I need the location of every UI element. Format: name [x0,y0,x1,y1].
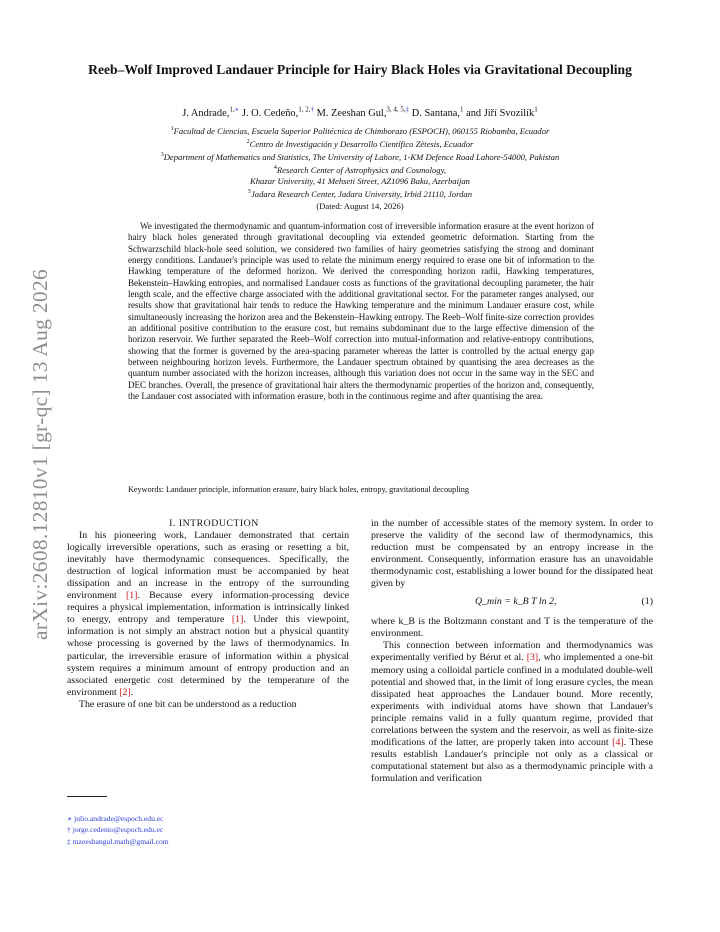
footnotes [67,813,169,847]
citation-2[interactable]: [2] [119,686,131,698]
equation-explanation: where k_B is the Boltzmann constant and T is the temperature of the environment. [371,616,653,640]
author-1: J. Andrade,$^{1,∗}$ [182,106,240,120]
footnote-3: ‡ mzeeshangul.math@gmail.com [67,836,169,846]
dated-line: (Dated: August 14, 2026) [316,200,404,211]
left-column [67,518,349,711]
footnote-divider [67,796,107,797]
affiliation-1: $^1$Facultad de Ciencias, Escuela Superior Politécnica de Chimborazo (ESPOCH), 060155 Riobamba, Ecuador [170,125,550,136]
equation-number: (1) [641,596,653,608]
author-3: M. Zeeshan Gul,$^{3, 4, 5,\ddagger}$ [316,106,410,120]
author-5: and Jiří Svozilík$^1$ [466,106,538,120]
section-heading-introduction: I. INTRODUCTION [169,518,259,529]
citation-1[interactable]: [1] [125,590,138,602]
equation-1 [371,596,653,608]
footnote-2: † jorge.cedenio@espoch.edu.ec [67,825,164,835]
affiliation-5: $^5$Jadara Research Center, Jadara University, Irbid 21110, Jordan [247,189,472,200]
intro-paragraph-1: In his pioneering work, Landauer demonstrated that certain logically irreversible operations, such as erasing or resetting a bit, inevitably have thermodynamic consequences. Specifically, the destruction of logical information must be accompanied by heat dissipation and an increase in the entropy of the surrounding environment [1]. Because every information-processing device requires a physical implementation, information is intrinsically linked to energy, entropy and temperature [1]. Under this viewpoint, information is not simply an abstract notion but a physical quantity whose processing is governed by the laws of thermodynamics. In particular, the irreversible erasure of information within a physical system requires a minimum amount of entropy production and an associated energetic cost determined by the temperature of the environment [2]. [67,530,350,698]
author-2: J. O. Cedeño,$^{1, 2,\dagger}$ [241,106,314,120]
author-4: D. Santana,$^1$ [411,106,464,120]
intro-paragraph-2-cont: in the number of accessible states of the memory system. In order to preserve the validity of the second law of thermodynamics, this reduction must be compensated by an entropy increase in the environment. Consequently, information erasure has an unavoidable thermodynamic cost, establishing a lower bound for the dissipated heat given by [371,518,653,590]
affiliation-2: $^2$Centro de Investigación y Desarrollo Científico Zëtesis, Ecuador [246,138,474,149]
keywords: Keywords: Landauer principle, information erasure, hairy black holes, entropy, gravitational decoupling [128,485,469,494]
citation-1b[interactable]: [1] [231,614,244,626]
right-column [371,518,653,785]
affiliation-3: $^3$Department of Mathematics and Statistics, The University of Lahore, 1-KM Defence Road Lahore-54000, Pakistan [160,151,560,162]
footnote-link-1[interactable]: ∗ [234,106,240,114]
abstract: We investigated the thermodynamic and quantum-information cost of irreversible information erasure at the event horizon of hairy black holes generated through gravitational decoupling via extended geometric deformation. Starting from the Schwarzschild black-hole seed solution, we considered two families of hairy geometries satisfying the strong and dominant energy conditions. Landauer's principle was used to relate the minimum energy required to erase one bit of information to the Hawking temperature of the deformed horizon. We derived the corresponding horizon radii, Hawking temperatures, Bekenstein–Hawking entropies, and normalised Landauer costs as functions of the gravitational decoupling parameter, the hair length scale, and the effective charge associated with the additional gravitational sector. For the parameter ranges analysed, our results show that gravitational hair tends to reduce the Hawking temperature and the minimum Landauer erasure cost, while simultaneously increasing the horizon area and the Bekenstein–Hawking entropy. The Reeb–Wolf finite-size correction provides an additional positive contribution to the erasure cost, but remains subdominant due to the large effective dimension of the horizon reservoir. We further separated the Reeb–Wolf correction into mutual-information and relative-entropy contributions, showing that the former is governed by the area-spacing parameter whereas the latter is controlled by the actual energy gap between neighbouring horizon levels. Furthermore, the Landauer spectrum obtained by quantising the area decreases as the quantum number associated with the horizon increases, although this variation does not occur in the same way in the SEC and DEC branches. Overall, the presence of gravitational hair alters the thermodynamic properties of the horizon and, consequently, the Landauer cost associated with information erasure, both in the continuous regime and after quantising the area. [128,221,594,402]
affiliation-4-cont: Khazar University, 41 Mehseti Street, AZ1096 Baku, Azerbaijan [250,176,470,187]
footnote-link-2[interactable]: † [310,106,314,114]
equation-landauer-bound: Q_min = k_B T ln 2, [475,596,557,608]
footnote-link-3[interactable]: ‡ [405,106,410,114]
citation-3[interactable]: [3] [526,652,539,664]
citation-4[interactable]: [4] [612,736,624,748]
intro-paragraph-2: The erasure of one bit can be understood as a reduction [79,698,297,710]
email-link-2[interactable]: jorge.cedenio@espoch.edu.ec [72,825,164,835]
affiliation-4: $^4$Research Center of Astrophysics and Cosmology, [273,165,447,176]
author-list [60,106,660,119]
paper-title: Reeb–Wolf Improved Landauer Principle for Hairy Black Holes via Gravitational Decoupling [88,62,632,77]
intro-paragraph-3: This connection between information and thermodynamics was experimentally verified by Bérut et al. [3], who implemented a one-bit memory using a colloidal particle confined in a modulated double-well potential and showed that, in the limit of long erasure cycles, the mean dissipated heat approaches the Landauer bound. More recently, experiments with individual atoms have shown that Landauer's principle remains valid in a fully quantum regime, provided that correlations between the system and the reservoir, as well as finite-size modifications of the latter, are properly taken into account [4]. These results establish Landauer's principle not only as a classical or computational statement but also as a thermodynamic principle with a formulation and verification [371,640,653,784]
affiliations [40,124,680,212]
email-link-1[interactable]: julio.andrade@espoch.edu.ec [74,814,164,823]
arxiv-identifier[interactable]: arXiv:2608.12810v1 [gr-qc] 13 Aug 2026 [28,268,52,640]
footnote-1: ∗ julio.andrade@espoch.edu.ec [67,814,164,823]
email-link-3[interactable]: mzeeshangul.math@gmail.com [72,836,169,846]
